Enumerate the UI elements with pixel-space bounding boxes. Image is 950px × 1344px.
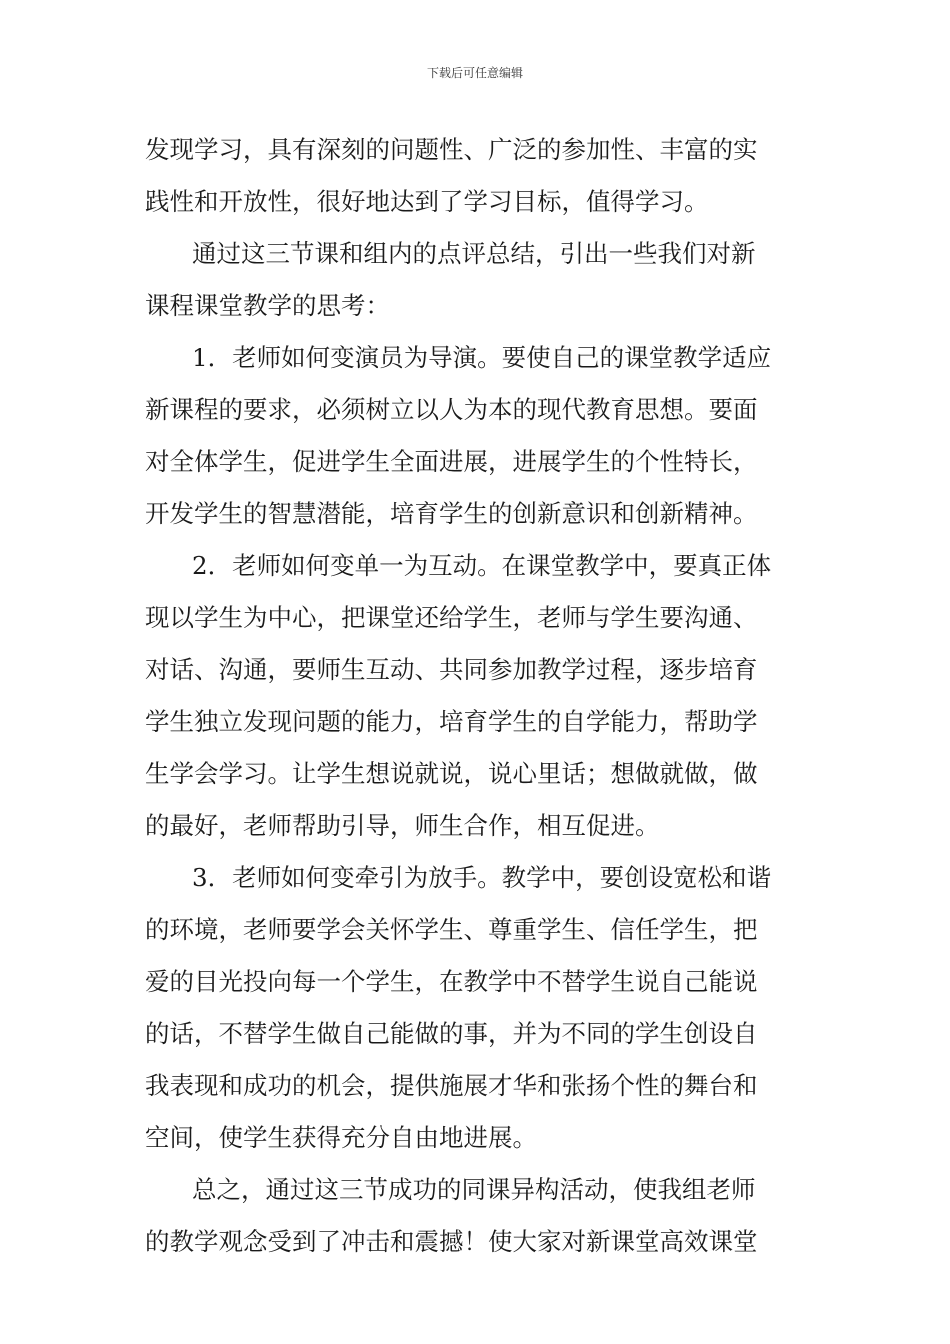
page-header: 下载后可任意编辑 [426,66,523,80]
paragraph-first-line: 2．老师如何变单一为互动。在课堂教学中，要真正体 [192,551,772,580]
paragraph-first-line: 通过这三节课和组内的点评总结，引出一些我们对新 [192,239,756,268]
text-line: 开发学生的智慧潜能，培育学生的创新意识和创新精神。 [145,499,758,528]
text-line: 对全体学生，促进学生全面进展，进展学生的个性特长， [145,447,758,476]
text-line: 现以学生为中心，把课堂还给学生，老师与学生要沟通、 [145,603,758,632]
document-body [145,124,810,1268]
text-line: 学生独立发现问题的能力，培育学生的自学能力，帮助学 [145,707,758,736]
paragraph-first-line: 3．老师如何变牵引为放手。教学中，要创设宽松和谐 [192,863,772,892]
text-line: 空间，使学生获得充分自由地进展。 [145,1123,537,1152]
text-line: 践性和开放性，很好地达到了学习目标，值得学习。 [145,187,709,216]
paragraph-first-line: 1．老师如何变演员为导演。要使自己的课堂教学适应 [192,343,772,372]
text-line: 对话、沟通，要师生互动、共同参加教学过程，逐步培育 [145,655,758,684]
text-line: 生学会学习。让学生想说就说，说心里话；想做就做，做 [145,759,758,788]
text-line: 的教学观念受到了冲击和震撼！使大家对新课堂高效课堂 [145,1227,758,1256]
text-line: 爱的目光投向每一个学生，在教学中不替学生说自己能说 [145,967,758,996]
text-line: 的话，不替学生做自己能做的事，并为不同的学生创设自 [145,1019,758,1048]
text-line: 课程课堂教学的思考： [145,291,390,320]
text-line: 我表现和成功的机会，提供施展才华和张扬个性的舞台和 [145,1071,758,1100]
text-line: 的最好，老师帮助引导，师生合作，相互促进。 [145,811,660,840]
text-line: 新课程的要求，必须树立以人为本的现代教育思想。要面 [145,395,758,424]
text-line: 发现学习，具有深刻的问题性、广泛的参加性、丰富的实 [145,135,758,164]
paragraph-first-line: 总之，通过这三节成功的同课异构活动，使我组老师 [192,1175,756,1204]
text-line: 的环境，老师要学会关怀学生、尊重学生、信任学生，把 [145,915,758,944]
